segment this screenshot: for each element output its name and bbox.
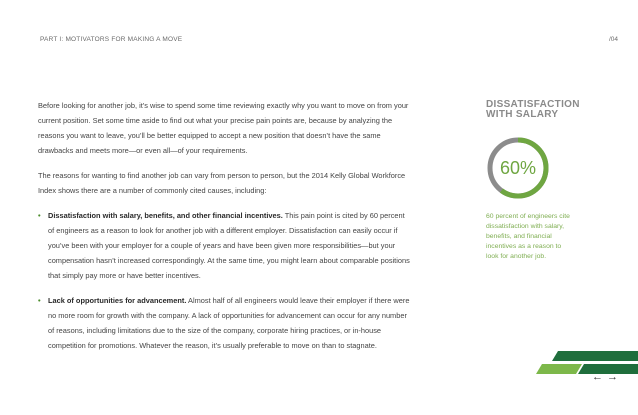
- bullet-icon: •: [38, 296, 41, 305]
- main-content: [38, 98, 410, 363]
- bullet-lead: Dissatisfaction with salary, benefits, and other financial incentives.: [48, 211, 283, 220]
- bullet-lead: Lack of opportunities for advancement.: [48, 296, 187, 305]
- donut-chart: [486, 136, 550, 200]
- list-item: [38, 208, 410, 283]
- intro-paragraph: Before looking for another job, it’s wise to spend some time reviewing exactly why you want to move on from your current position. Set some time aside to find out what your precise pain points are, because by analyzing the reasons you want to leave, you’ll be better equipped to accept a new position that doesn’t have the same drawbacks and meets more—or even all—of your requirements.: [38, 101, 409, 155]
- next-arrow-icon[interactable]: →: [607, 371, 622, 383]
- bullet-icon: •: [38, 211, 41, 220]
- stripe-light: [536, 364, 582, 374]
- list-item: [38, 293, 410, 353]
- reasons-intro-paragraph: The reasons for wanting to find another job can vary from person to person, but the 2014 Kelly Global Workforce Index shows there are a number of commonly cited causes, including:: [38, 171, 406, 195]
- section-title: PART I: MOTIVATORS FOR MAKING A MOVE: [40, 36, 183, 43]
- sidebar-title: [486, 100, 591, 120]
- prev-arrow-icon[interactable]: ←: [592, 371, 607, 383]
- bullet-text: This pain point is cited by 60 percent of engineers as a reason to look for another job with a different employer. Dissatisfaction can easily occur if you’ve been with your employer for a couple of years and have been given more responsibilities—but your compensation hasn’t increased correspondingly. At the same time, you might learn about comparable positions that simply pay more or have better incentives.: [48, 211, 410, 280]
- page-navigation: [592, 371, 622, 383]
- sidebar-caption: 60 percent of engineers cite dissatisfaction with salary, benefits, and financial incentives as a reason to look for another job.: [486, 213, 570, 260]
- stripe-dark: [552, 351, 638, 361]
- sidebar-title-line2: WITH SALARY: [486, 109, 559, 120]
- bullet-text: Almost half of all engineers would leave their employer if there were no more room for growth with the company. A lack of opportunities for advancement can occur for any number of reasons, including limitations due to the size of the company, corporate hiring practices, or in-house competition for promotions. Whatever the reason, it’s usually preferable to move on than to stagnate.: [48, 296, 410, 350]
- page-number: /04: [608, 36, 618, 43]
- donut-value-label: 60%: [499, 158, 537, 178]
- sidebar-title-line1: DISSATISFACTION: [486, 99, 580, 110]
- stat-sidebar: [486, 100, 591, 262]
- reasons-list: [38, 208, 410, 353]
